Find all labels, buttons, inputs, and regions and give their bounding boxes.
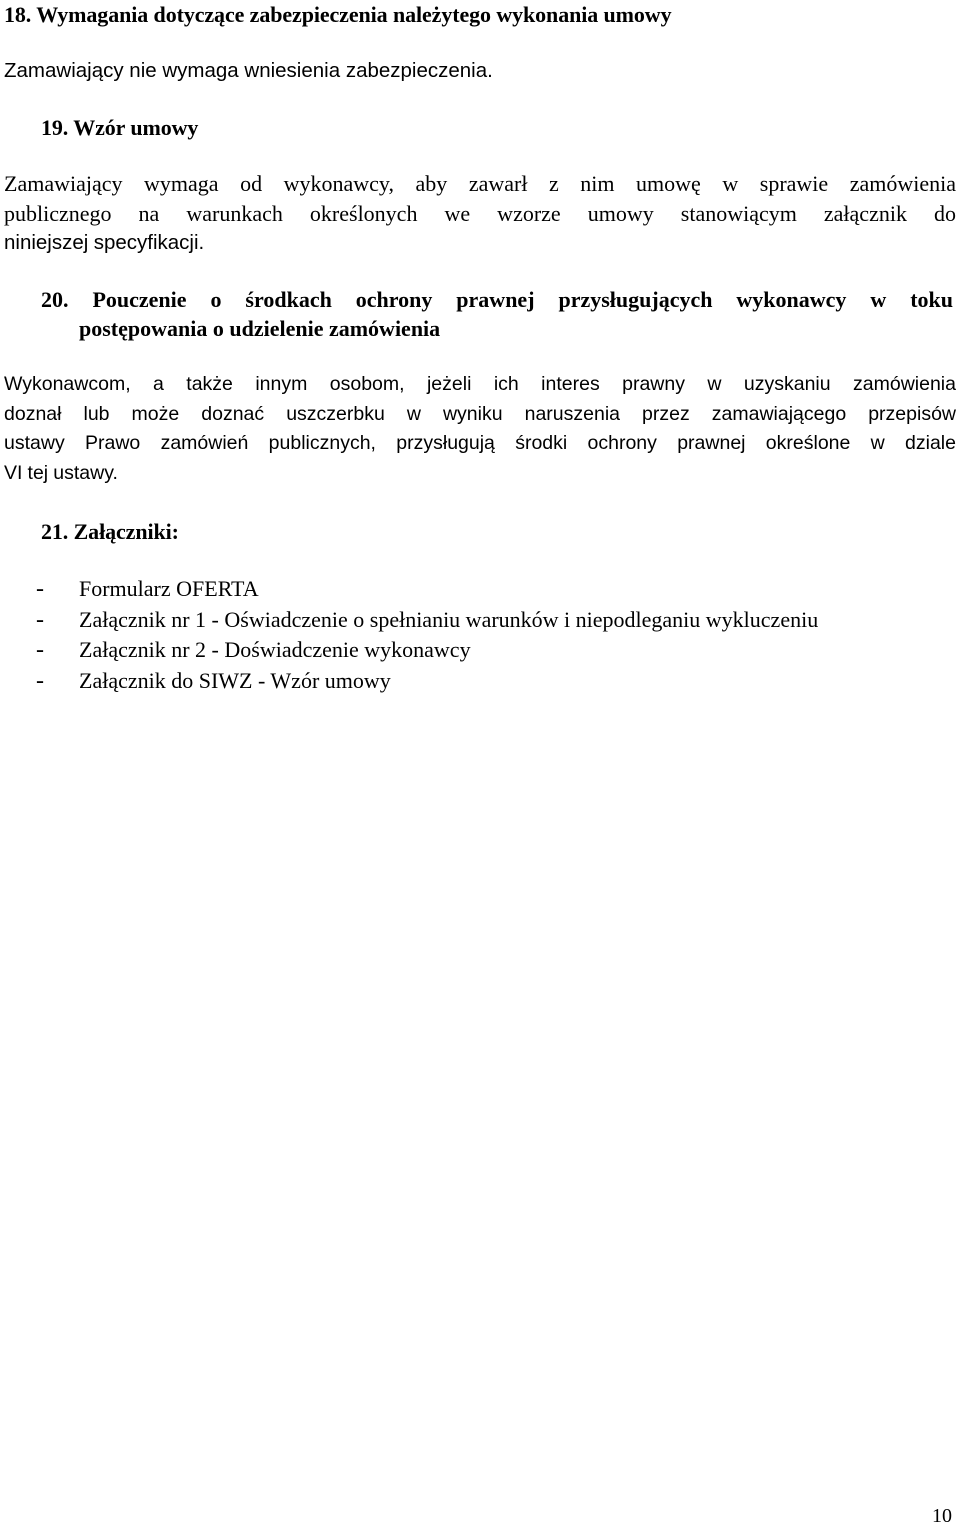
section-18-body: Zamawiający nie wymaga wniesienia zabezpieczenia. — [4, 59, 493, 82]
section-20-heading-line: postępowania o udzielenie zamówienia — [79, 316, 441, 341]
section-19-line: publicznego na warunkach określonych we wzorze umowy stanowiącym załącznik do — [4, 200, 956, 226]
attachment-label: Formularz OFERTA — [79, 576, 259, 601]
section-21-heading: 21. Załączniki: — [41, 519, 179, 544]
section-20-heading — [41, 285, 953, 343]
attachment-label: Załącznik nr 1 - Oświadczenie o spełnianiu warunków i niepodleganiu wykluczeniu — [79, 606, 819, 632]
section-19-line: Zamawiający wymaga od wykonawcy, aby zawarł z nim umowę w sprawie zamówienia — [4, 171, 956, 196]
section-20-line: doznał lub może doznać uszczerbku w wyniku naruszenia przez zamawiającego przepisów — [4, 402, 956, 425]
dash-bullet-icon: - — [36, 667, 44, 694]
attachment-label: Załącznik nr 2 - Doświadczenie wykonawcy — [79, 637, 471, 662]
page-number: 10 — [932, 1505, 952, 1527]
dash-bullet-icon: - — [36, 576, 44, 602]
section-20-line: VI tej ustawy. — [4, 461, 118, 484]
section-19-heading: 19. Wzór umowy — [41, 115, 199, 140]
dash-bullet-icon: - — [36, 637, 44, 663]
section-20-line: ustawy Prawo zamówień publicznych, przysługują środki ochrony prawnej określone w dziale — [4, 432, 956, 454]
section-18-heading: 18. Wymagania dotyczące zabezpieczenia należytego wykonania umowy — [4, 2, 672, 27]
section-20-line: Wykonawcom, a także innym osobom, jeżeli ich interes prawny w uzyskaniu zamówienia — [4, 373, 956, 395]
attachment-label: Załącznik do SIWZ - Wzór umowy — [79, 667, 391, 693]
dash-bullet-icon: - — [36, 606, 44, 633]
section-19-line: niniejszej specyfikacji. — [4, 231, 205, 254]
section-20-body — [4, 370, 956, 488]
section-20-heading-line: 20. Pouczenie o środkach ochrony prawnej przysługujących wykonawcy w toku — [41, 287, 953, 312]
section-19-body — [4, 169, 956, 258]
